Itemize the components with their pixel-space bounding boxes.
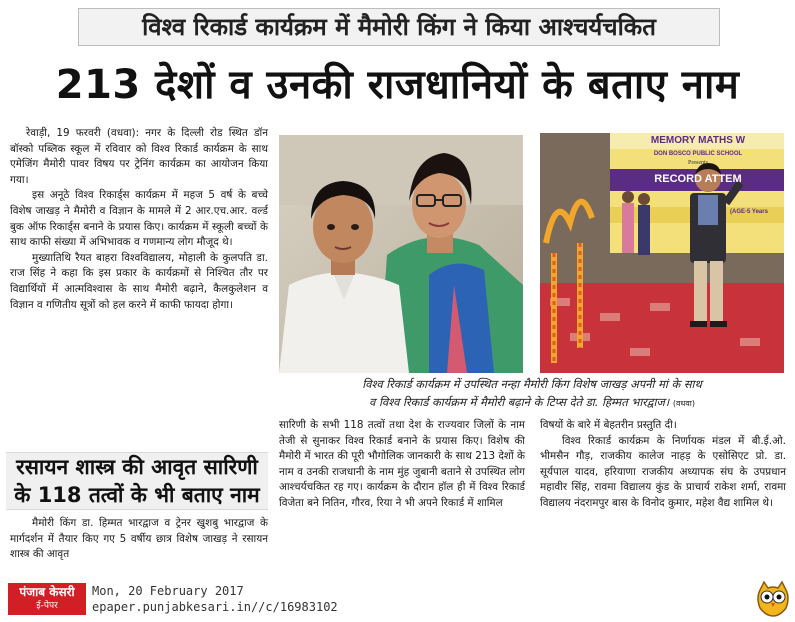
article-column-1 — [10, 126, 268, 313]
photo-caption — [279, 375, 785, 413]
subheadline — [6, 452, 268, 510]
article-column-3-paragraph-2: विश्व रिकार्ड कार्यक्रम के निर्णायक मंडल में बी.ई.ओ. भीमसैन गौड़, राजकीय कालेज नाहड़ के एसोसिएट प्रो. डा. सूर्यपाल यादव, हरियाणा राजकीय अध्यापक संघ के उपप्रधान महावीर सिंह, रावमा विद्यालय कुंड के प्राचार्य राकेश शर्मा, रावमा विद्यालय नंदरामपुर बास के विनोद कुमार, महेश वैद्य शामिल थे। — [540, 434, 786, 509]
logo-epaper: ई-पेपर — [36, 601, 58, 611]
logo-name: पंजाब केसरी — [19, 585, 75, 599]
subheadline-line-2: के 118 तत्वों के भी बताए नाम — [14, 483, 260, 507]
banner-age: (AGE-5 Years — [730, 209, 768, 215]
caption-line-1: विश्व रिकार्ड कार्यक्रम में उपस्थित नन्हा मैमोरी किंग विशेष जाखड़ अपनी मां के साथ — [362, 377, 702, 391]
footer-url[interactable]: epaper.punjabkesari.in//c/16983102 — [92, 600, 338, 614]
caption-line-2 — [279, 393, 785, 413]
kicker-headline: विश्व रिकार्ड कार्यक्रम में मैमोरी किंग ने किया आश्चर्यचकित — [78, 8, 720, 46]
main-headline: 213 देशों व उनकी राजधानियों के बताए नाम — [55, 62, 740, 108]
footer-info — [92, 583, 338, 615]
banner-title: MEMORY MATHS W — [650, 135, 746, 146]
banner-record-attempt: RECORD ATTEM — [654, 173, 742, 185]
owl-icon — [754, 580, 792, 618]
banner-school: DON BOSCO PUBLIC SCHOOL — [653, 151, 743, 157]
article-paragraph-1: रेवाड़ी, 19 फरवरी (वधवा): नगर के दिल्ली रोड स्थित डॉन बॉस्को पब्लिक स्कूल में रविवार को विश्व रिकार्ड कार्यक्रम के साथ एमेजिंग मैमोरी पावर विषय पर ट्रेनिंग कार्यक्रम का आयोजन किया गया। — [10, 127, 268, 186]
photo-memory-king-speaking-image — [540, 133, 784, 373]
punjab-kesari-logo — [8, 583, 86, 615]
article-paragraph-3: मुख्यातिथि रैयत बाहरा विश्वविद्यालय, मोहाली के कुलपति डा. राज सिंह ने कहा कि इस प्रकार के कार्यक्रमों से निश्चित तौर पर विद्यार्थियों में आत्मविश्वास के साथ मैमोरी बढ़ाने, कैलकुलेशन व विज्ञान व गणितीय सूत्रों को हल करने में काफी फायदा होगा। — [10, 251, 268, 311]
article-paragraph-4: मैमोरी किंग डा. हिम्मत भारद्वाज व ट्रेनर खुशबु भारद्वाज के मार्गदर्शन में तैयार किए गए 5 वर्षीय छात्र विशेष जाखड़ ने रसायन शास्त्र की आवृत — [10, 517, 268, 561]
article-column-3-paragraph-1: विषयों के बारे में बेहतरीन प्रस्तुति दी। — [540, 419, 677, 431]
footer-date: Mon, 20 February 2017 — [92, 584, 244, 598]
article-column-2-text: सारिणी के सभी 118 तत्वों तथा देश के राज्यवार जिलों के नाम तेजी से सुनाकर विश्व रिकार्ड बनाने के प्रयास किए। विशेष की मैमोरी में भारत की पूरी भौगोलिक जानकारी के साथ 213 देशों के नाम व उनकी राजधानी के नाम मुंह जुबानी बताने से उपस्थित लोग आश्चर्यचकित रह गए। कार्यक्रम के दौरान हॉल ही में विश्व रिकार्ड विजेता बने नितिन, गौरव, रिया ने भी अपने रिकार्ड में शामिल — [279, 419, 525, 509]
photo-memory-king-speaking — [540, 133, 784, 373]
photo-boy-with-mother-image — [279, 135, 523, 373]
article-paragraph-2: इस अनूठे विश्व रिकार्ड्स कार्यक्रम में महज 5 वर्ष के बच्चे विशेष जाखड़ ने मैमोरी व विज्ञान के मामले में 2 आर.एच.आर. वर्ल्ड बुक ऑफ रिकार्ड्स बनाने के प्रयास किए। कार्यक्रम में स्कूली बच्चों के साथ काफी संख्या में अभिभावक व गणमान्य लोग मौजूद थे। — [10, 189, 268, 249]
article-column-1-continued — [10, 516, 268, 563]
banner-presents: Presents — [688, 160, 708, 166]
photo-boy-with-mother — [279, 135, 523, 373]
caption-line-2-text: व विश्व रिकार्ड कार्यक्रम में मैमोरी बढ़ाने के टिप्स देते डा. हिम्मत भारद्वाज। — [369, 395, 670, 409]
photo-credit: (वधवा) — [672, 399, 695, 408]
subheadline-line-1: रसायन शास्त्र की आवृत सारिणी — [16, 455, 258, 479]
article-column-3 — [540, 418, 786, 512]
article-column-2 — [279, 418, 525, 512]
